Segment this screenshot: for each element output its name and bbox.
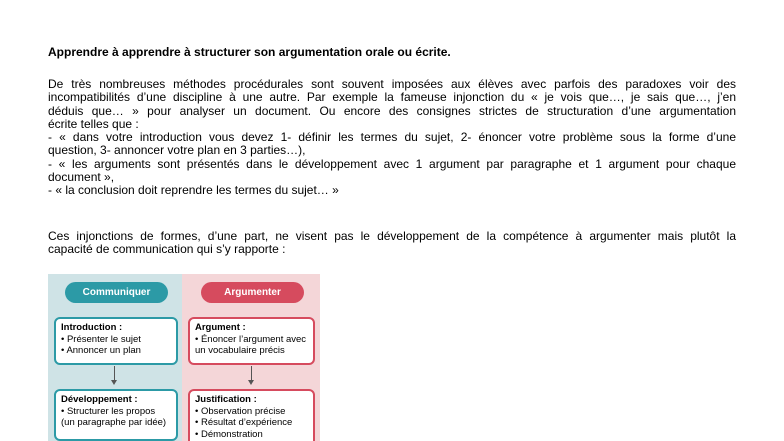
argumentation-figure	[48, 274, 320, 441]
arrow-down-icon	[248, 380, 254, 385]
paragraph-line: - « la conclusion doit reprendre les termes du sujet… »	[48, 183, 339, 198]
box-title: Développement :	[61, 394, 138, 405]
box-item: • Démonstration	[195, 428, 263, 440]
arrow-connector	[251, 366, 252, 381]
paragraph-line: document »,	[48, 170, 115, 185]
paragraph-line: déduis que… » pour analyser un document. Ou encore des consignes strictes de structuration d’une argumentation	[48, 103, 736, 118]
box-item: • Observation précise	[195, 405, 286, 417]
paragraph-line: De très nombreuses méthodes procédurales sont souvent imposées aux élèves avec parfois des paradoxes voir des	[48, 77, 736, 91]
box-item: • Présenter le sujet	[61, 333, 141, 345]
box-title: Introduction :	[61, 322, 123, 333]
box-item: • Annoncer un plan	[61, 345, 141, 356]
box-item: un vocabulaire précis	[195, 345, 285, 356]
box-item: (un paragraphe par idée)	[61, 417, 167, 428]
paragraph-followup	[48, 230, 736, 257]
document-title: Apprendre à apprendre à structurer son argumentation orale ou écrite.	[48, 45, 451, 59]
argument-box	[188, 317, 315, 365]
arrow-down-icon	[111, 380, 117, 385]
paragraph-line: question, 3- annoncer votre plan en 3 parties…),	[48, 143, 306, 158]
paragraph-line: - « les arguments sont présentés dans le développement avec 1 argument par paragraphe et 1 argument pour chaque	[48, 156, 736, 171]
box-item: • Résultat d’expérience	[195, 417, 293, 428]
introduction-box	[54, 317, 178, 365]
paragraph-line: Ces injonctions de formes, d’une part, ne visent pas le développement de la compétence à argumenter mais plutôt la	[48, 229, 736, 243]
paragraph-line: écrite telles que :	[48, 116, 139, 131]
box-item: • Énoncer l’argument avec	[195, 333, 307, 345]
communiquer-header: Communiquer	[65, 282, 168, 303]
paragraph-line: capacité de communication qui s’y rapporte :	[48, 242, 286, 257]
justification-box	[188, 389, 315, 441]
argumenter-header: Argumenter	[201, 282, 304, 303]
paragraph-intro	[48, 78, 736, 198]
box-title: Justification :	[195, 394, 257, 405]
paragraph-line: incompatibilités d’une discipline à une autre. Par exemple la fameuse injonction du « je vois que…, je sais que…, j’en	[48, 90, 736, 105]
box-title: Argument :	[195, 322, 246, 333]
arrow-connector	[114, 366, 115, 381]
developpement-box	[54, 389, 178, 441]
paragraph-line: - « dans votre introduction vous devez 1- définir les termes du sujet, 2- énoncer votre problème sous la forme d’une	[48, 130, 736, 145]
box-item: • Structurer les propos	[61, 405, 156, 417]
